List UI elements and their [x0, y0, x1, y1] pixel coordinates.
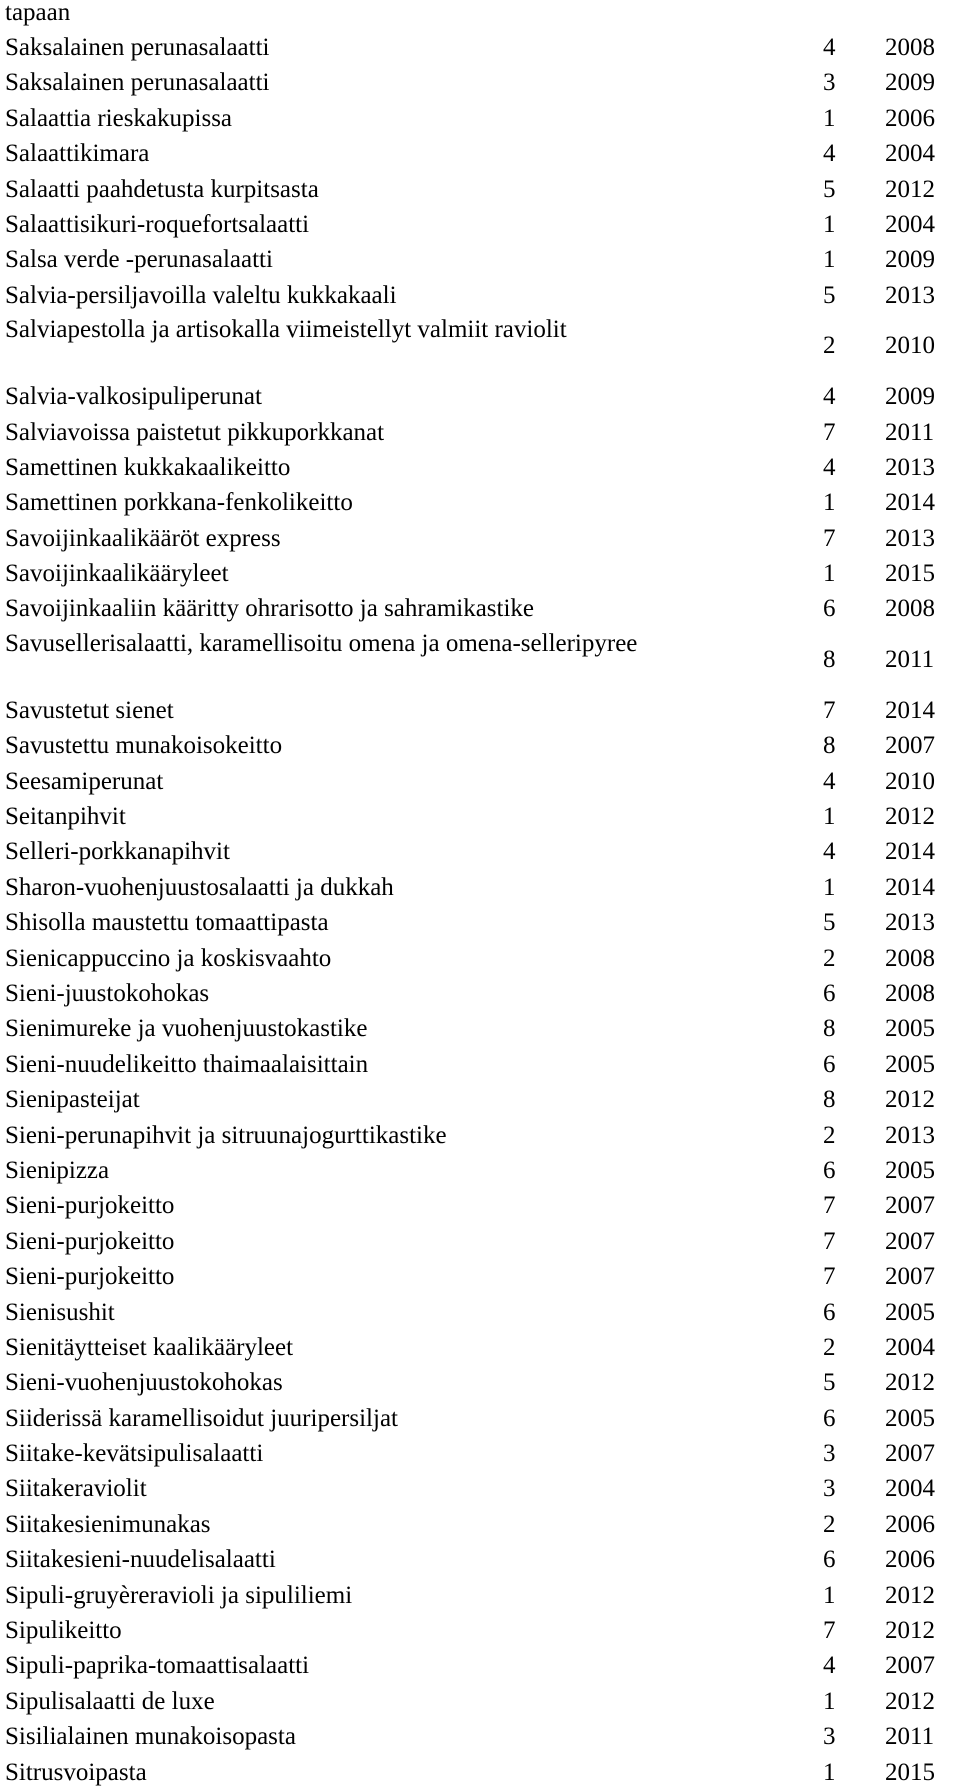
recipe-issue-number: 1 [823, 246, 836, 274]
recipe-year: 2008 [885, 595, 935, 623]
recipe-name: Salaattikimara [5, 140, 150, 168]
recipe-name: Salvia-valkosipuliperunat [5, 383, 262, 411]
recipe-issue-number: 4 [823, 1652, 836, 1680]
recipe-issue-number: 2 [823, 944, 836, 972]
recipe-year: 2008 [885, 34, 935, 61]
recipe-row [5, 1755, 955, 1790]
recipe-issue-number: 1 [823, 873, 836, 901]
recipe-issue-number: 7 [823, 1263, 836, 1291]
recipe-row [5, 1719, 955, 1754]
recipe-issue-number: 4 [823, 34, 836, 61]
recipe-year: 2012 [885, 1581, 935, 1609]
recipe-row [5, 101, 955, 136]
recipe-issue-number: 3 [823, 69, 836, 97]
recipe-row [5, 728, 955, 763]
recipe-row [5, 207, 955, 242]
recipe-year: 2012 [885, 1617, 935, 1645]
recipe-year: 2014 [885, 838, 935, 866]
recipe-issue-number: 1 [823, 1758, 836, 1786]
recipe-row [5, 1365, 955, 1400]
recipe-name: Sharon-vuohenjuustosalaatti ja dukkah [5, 873, 394, 901]
recipe-row [5, 1082, 955, 1117]
recipe-year: 2006 [885, 1546, 935, 1574]
recipe-name: Savusellerisalaatti, karamellisoitu omena ja omena-selleripyree [5, 629, 638, 657]
recipe-name: Sipuli-paprika-tomaattisalaatti [5, 1652, 310, 1680]
recipe-row [5, 870, 955, 905]
recipe-name: Siitakesienimunakas [5, 1510, 211, 1538]
recipe-row [5, 591, 955, 626]
recipe-row [5, 379, 955, 414]
recipe-year: 2014 [885, 489, 935, 517]
recipe-issue-number: 6 [823, 1156, 836, 1184]
recipe-name: Salviapestolla ja artisokalla viimeistellyt valmiit raviolit [5, 316, 567, 344]
recipe-row [5, 799, 955, 834]
recipe-issue-number: 7 [823, 696, 836, 724]
recipe-issue-number: 3 [823, 1440, 836, 1468]
recipe-name: Salaatti paahdetusta kurpitsasta [5, 175, 319, 203]
recipe-year: 2008 [885, 944, 935, 972]
recipe-row [5, 1578, 955, 1613]
recipe-year: 2011 [885, 418, 935, 446]
recipe-year: 2014 [885, 696, 935, 724]
recipe-issue-number: 1 [823, 104, 836, 132]
recipe-year: 2010 [885, 767, 935, 795]
recipe-year: 2014 [885, 873, 935, 901]
recipe-name: Salvia-persiljavoilla valeltu kukkakaali [5, 281, 397, 309]
recipe-year: 2009 [885, 246, 935, 274]
recipe-issue-number: 7 [823, 524, 836, 552]
recipe-year: 2010 [885, 332, 935, 360]
recipe-issue-number: 8 [823, 1015, 836, 1043]
recipe-year: 2012 [885, 1687, 935, 1715]
recipe-year: 2005 [885, 1015, 935, 1043]
recipe-year: 2013 [885, 453, 935, 481]
recipe-row [5, 1295, 955, 1330]
recipe-issue-number: 2 [823, 1510, 836, 1538]
recipe-row [5, 1011, 955, 1046]
recipe-name: Sitrusvoipasta [5, 1758, 147, 1786]
recipe-issue-number: 1 [823, 1581, 836, 1609]
recipe-name: Saksalainen perunasalaatti [5, 34, 270, 61]
recipe-name: Savoijinkaalikääröt express [5, 524, 281, 552]
recipe-row [5, 627, 955, 693]
recipe-issue-number: 5 [823, 175, 836, 203]
recipe-row [5, 1118, 955, 1153]
recipe-year: 2007 [885, 1263, 935, 1291]
recipe-name: Samettinen porkkana-fenkolikeitto [5, 489, 353, 517]
recipe-name: Sisilialainen munakoisopasta [5, 1723, 296, 1751]
recipe-name: Sienipizza [5, 1156, 110, 1184]
recipe-issue-number: 8 [823, 732, 836, 760]
recipe-issue-number: 4 [823, 838, 836, 866]
recipe-issue-number: 6 [823, 1404, 836, 1432]
recipe-issue-number: 6 [823, 1050, 836, 1078]
recipe-name: Savustetut sienet [5, 696, 174, 724]
recipe-row [5, 905, 955, 940]
recipe-issue-number: 2 [823, 1333, 836, 1361]
recipe-row [5, 1436, 955, 1471]
continued-entry-text: tapaan [5, 0, 71, 26]
recipe-row [5, 834, 955, 869]
recipe-issue-number: 7 [823, 1192, 836, 1220]
recipe-name: Savoijinkaalikääryleet [5, 560, 229, 588]
recipe-row [5, 1401, 955, 1436]
recipe-issue-number: 5 [823, 1369, 836, 1397]
recipe-year: 2005 [885, 1050, 935, 1078]
recipe-name: Samettinen kukkakaalikeitto [5, 453, 291, 481]
recipe-year: 2008 [885, 979, 935, 1007]
recipe-name: Salaattisikuri-roquefortsalaatti [5, 210, 310, 238]
recipe-name: Sieni-perunapihvit ja sitruunajogurttikastike [5, 1121, 447, 1149]
recipe-row [5, 1153, 955, 1188]
recipe-issue-number: 8 [823, 1086, 836, 1114]
recipe-name: Sipulikeitto [5, 1617, 122, 1645]
recipe-year: 2009 [885, 69, 935, 97]
recipe-row [5, 1542, 955, 1577]
recipe-row [5, 1188, 955, 1223]
recipe-year: 2011 [885, 1723, 935, 1751]
recipe-issue-number: 3 [823, 1723, 836, 1751]
recipe-year: 2012 [885, 175, 935, 203]
recipe-name: Sipuli-gruyèreravioli ja sipuliliemi [5, 1581, 353, 1609]
recipe-issue-number: 7 [823, 418, 836, 446]
recipe-name: Salviavoissa paistetut pikkuporkkanat [5, 418, 385, 446]
recipe-year: 2013 [885, 281, 935, 309]
recipe-name: Sieni-juustokohokas [5, 979, 210, 1007]
recipe-issue-number: 7 [823, 1227, 836, 1255]
recipe-name: Sieni-purjokeitto [5, 1227, 175, 1255]
recipe-year: 2011 [885, 645, 935, 673]
recipe-year: 2012 [885, 803, 935, 831]
recipe-index-list [5, 30, 955, 1790]
recipe-issue-number: 7 [823, 1617, 836, 1645]
recipe-name: Sieni-purjokeitto [5, 1192, 175, 1220]
recipe-name: Seitanpihvit [5, 803, 126, 831]
recipe-name: Selleri-porkkanapihvit [5, 838, 230, 866]
recipe-row [5, 693, 955, 728]
recipe-name: Siitakesieni-nuudelisalaatti [5, 1546, 276, 1574]
recipe-row [5, 521, 955, 556]
recipe-issue-number: 4 [823, 383, 836, 411]
recipe-name: Sieni-nuudelikeitto thaimaalaisittain [5, 1050, 369, 1078]
recipe-issue-number: 4 [823, 140, 836, 168]
recipe-year: 2007 [885, 1227, 935, 1255]
recipe-name: Shisolla maustettu tomaattipasta [5, 909, 329, 937]
recipe-year: 2004 [885, 210, 935, 238]
recipe-year: 2007 [885, 1652, 935, 1680]
recipe-year: 2007 [885, 1440, 935, 1468]
recipe-issue-number: 4 [823, 453, 836, 481]
recipe-issue-number: 4 [823, 767, 836, 795]
recipe-row [5, 976, 955, 1011]
recipe-row [5, 1613, 955, 1648]
recipe-issue-number: 1 [823, 560, 836, 588]
recipe-name: Sienimureke ja vuohenjuustokastike [5, 1015, 368, 1043]
recipe-year: 2005 [885, 1404, 935, 1432]
recipe-issue-number: 3 [823, 1475, 836, 1503]
recipe-row [5, 1471, 955, 1506]
recipe-year: 2007 [885, 732, 935, 760]
recipe-year: 2012 [885, 1369, 935, 1397]
recipe-name: Sienitäytteiset kaalikääryleet [5, 1333, 294, 1361]
recipe-year: 2004 [885, 1475, 935, 1503]
recipe-row [5, 242, 955, 277]
recipe-row [5, 1259, 955, 1294]
recipe-name: Sieni-vuohenjuustokohokas [5, 1369, 283, 1397]
recipe-row [5, 313, 955, 379]
recipe-name: Sieni-purjokeitto [5, 1263, 175, 1291]
recipe-row [5, 556, 955, 591]
recipe-row [5, 172, 955, 207]
recipe-row [5, 764, 955, 799]
recipe-issue-number: 6 [823, 595, 836, 623]
recipe-row [5, 450, 955, 485]
recipe-name: Sienicappuccino ja koskisvaahto [5, 944, 332, 972]
recipe-issue-number: 1 [823, 803, 836, 831]
recipe-year: 2015 [885, 1758, 935, 1786]
recipe-issue-number: 2 [823, 332, 836, 360]
recipe-row [5, 278, 955, 313]
recipe-name: Salaattia rieskakupissa [5, 104, 233, 132]
recipe-year: 2004 [885, 140, 935, 168]
recipe-issue-number: 6 [823, 979, 836, 1007]
recipe-name: Sienipasteijat [5, 1086, 140, 1114]
recipe-name: Sipulisalaatti de luxe [5, 1687, 215, 1715]
recipe-issue-number: 5 [823, 909, 836, 937]
recipe-row [5, 65, 955, 100]
recipe-year: 2009 [885, 383, 935, 411]
recipe-name: Savoijinkaaliin kääritty ohrarisotto ja sahramikastike [5, 595, 535, 623]
recipe-year: 2012 [885, 1086, 935, 1114]
recipe-row [5, 1507, 955, 1542]
recipe-year: 2005 [885, 1156, 935, 1184]
recipe-year: 2013 [885, 524, 935, 552]
recipe-row [5, 30, 955, 65]
recipe-name: Saksalainen perunasalaatti [5, 69, 270, 97]
recipe-row [5, 1047, 955, 1082]
recipe-year: 2015 [885, 560, 935, 588]
recipe-issue-number: 1 [823, 1687, 836, 1715]
recipe-name: Savustettu munakoisokeitto [5, 732, 283, 760]
recipe-year: 2013 [885, 1121, 935, 1149]
recipe-name: Siiderissä karamellisoidut juuripersiljat [5, 1404, 398, 1432]
recipe-year: 2005 [885, 1298, 935, 1326]
recipe-year: 2013 [885, 909, 935, 937]
recipe-row [5, 415, 955, 450]
recipe-issue-number: 1 [823, 210, 836, 238]
recipe-row [5, 941, 955, 976]
recipe-name: Siitake-kevätsipulisalaatti [5, 1440, 264, 1468]
recipe-year: 2007 [885, 1192, 935, 1220]
recipe-issue-number: 1 [823, 489, 836, 517]
recipe-year: 2004 [885, 1333, 935, 1361]
recipe-name: Salsa verde -perunasalaatti [5, 246, 273, 274]
recipe-row [5, 1330, 955, 1365]
recipe-name: Sienisushit [5, 1298, 115, 1326]
recipe-issue-number: 5 [823, 281, 836, 309]
recipe-name: Siitakeraviolit [5, 1475, 147, 1503]
recipe-row [5, 485, 955, 520]
recipe-year: 2006 [885, 104, 935, 132]
recipe-row [5, 136, 955, 171]
recipe-issue-number: 8 [823, 645, 836, 673]
recipe-issue-number: 2 [823, 1121, 836, 1149]
recipe-issue-number: 6 [823, 1298, 836, 1326]
recipe-issue-number: 6 [823, 1546, 836, 1574]
recipe-name: Seesamiperunat [5, 767, 164, 795]
recipe-year: 2006 [885, 1510, 935, 1538]
recipe-row [5, 1648, 955, 1683]
recipe-row [5, 1224, 955, 1259]
recipe-row [5, 1684, 955, 1719]
